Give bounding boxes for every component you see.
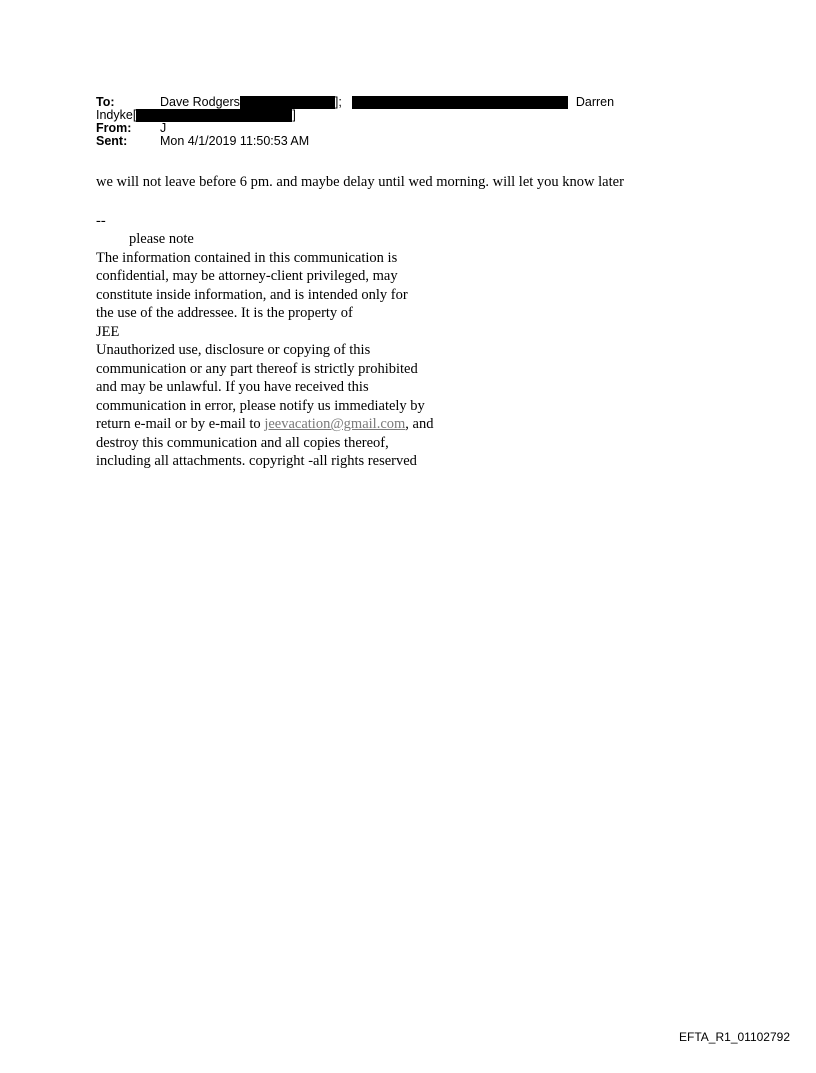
signature-line-email <box>96 415 433 434</box>
to-recipient-1: Dave Rodgers <box>160 95 240 109</box>
signature-disclaimer <box>96 230 433 471</box>
sent-value: Mon 4/1/2019 11:50:53 AM <box>160 134 310 148</box>
signature-line: The information contained in this communication is <box>96 249 398 266</box>
signature-line: the use of the addressee. It is the property of <box>96 305 353 321</box>
signature-line: destroy this communication and all copies thereof, <box>96 434 389 451</box>
from-label: From: <box>96 121 132 135</box>
signature-line: confidential, may be attorney-client privileged, may <box>96 268 398 284</box>
from-value: J <box>160 121 167 135</box>
signature-line: constitute inside information, and is intended only for <box>96 286 408 303</box>
signature-line: Unauthorized use, disclosure or copying of this <box>96 342 371 358</box>
redaction-box <box>240 96 335 109</box>
signature-line: please note <box>129 231 194 247</box>
signature-line: communication or any part thereof is strictly prohibited <box>96 360 418 377</box>
to-value <box>160 96 614 109</box>
sent-label: Sent: <box>96 134 128 148</box>
signature-separator: -- <box>96 213 106 229</box>
to-label: To: <box>96 95 115 109</box>
email-link[interactable]: jeevacation@gmail.com <box>264 416 406 432</box>
email-line-suffix: , and <box>405 416 434 432</box>
document-id: EFTA_R1_01102792 <box>679 1030 790 1044</box>
signature-line: including all attachments. copyright -all rights reserved <box>96 453 417 469</box>
signature-line: JEE <box>96 323 120 340</box>
signature-line: communication in error, please notify us immediately by <box>96 397 425 414</box>
to-separator: ]; <box>334 95 342 109</box>
to-recipient-2-cont: Indyke[ <box>96 108 137 122</box>
signature-line: and may be unlawful. If you have received this <box>96 379 369 395</box>
redaction-box <box>352 96 568 109</box>
to-close-bracket: ] <box>292 108 296 122</box>
to-recipient-2: Darren <box>575 95 615 109</box>
email-line-prefix: return e-mail or by e-mail to <box>96 416 265 432</box>
email-body: we will not leave before 6 pm. and maybe delay until wed morning. will let you know later <box>96 174 624 190</box>
